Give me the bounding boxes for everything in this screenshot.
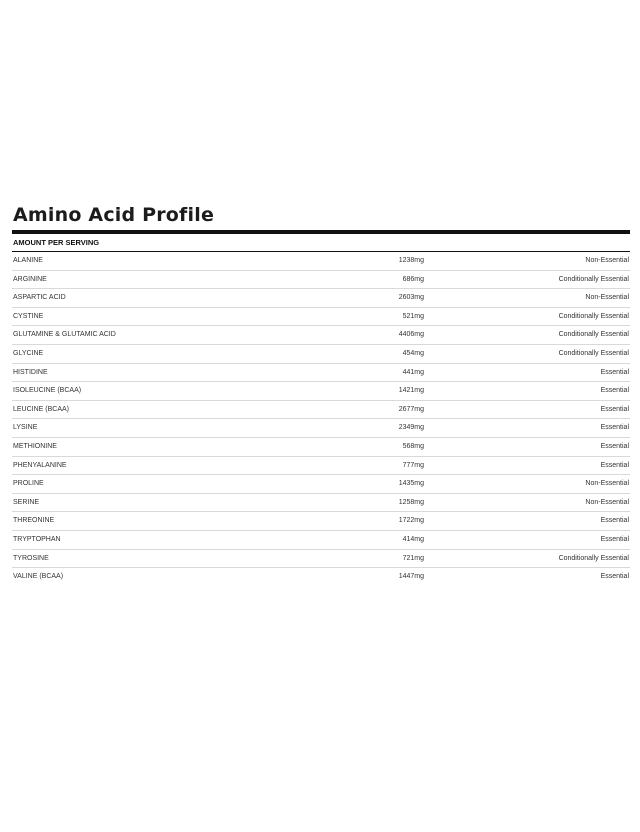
amino-acid-name: HISTIDINE (13, 368, 48, 376)
amino-acid-classification: Essential (600, 405, 629, 413)
amino-acid-amount: 721mg (402, 554, 424, 562)
amino-acid-name: LYSINE (13, 424, 38, 432)
table-row (12, 457, 630, 476)
amino-acid-name: GLYCINE (13, 349, 44, 357)
amino-acid-panel (12, 200, 630, 586)
amino-acid-classification: Essential (600, 442, 629, 450)
table-row (12, 364, 630, 383)
amino-acid-name: THREONINE (13, 517, 55, 525)
panel-title: Amino Acid Profile (13, 204, 215, 226)
amino-acid-classification: Essential (600, 368, 629, 376)
table-row (12, 475, 630, 494)
amino-acid-amount: 1722mg (398, 517, 424, 525)
amino-acid-amount: 1238mg (398, 257, 424, 264)
amino-acid-classification: Conditionally Essential (558, 331, 629, 339)
amino-acid-classification: Conditionally Essential (558, 275, 629, 283)
table-row (12, 531, 630, 550)
amino-acid-amount: 2349mg (398, 424, 424, 432)
amino-acid-classification: Conditionally Essential (558, 312, 629, 320)
amino-acid-amount: 521mg (402, 312, 424, 320)
amino-acid-list (12, 252, 630, 586)
amino-acid-classification: Conditionally Essential (558, 554, 629, 562)
serving-header: AMOUNT PER SERVING (12, 235, 630, 252)
amino-acid-name: SERINE (13, 498, 40, 506)
amino-acid-classification: Essential (600, 387, 629, 395)
table-row (12, 494, 630, 513)
amino-acid-classification: Non-Essential (585, 480, 629, 488)
amino-acid-classification: Essential (600, 461, 629, 469)
table-row (12, 289, 630, 308)
amino-acid-amount: 4406mg (398, 331, 424, 339)
amino-acid-amount: 777mg (402, 461, 424, 469)
amino-acid-name: CYSTINE (13, 312, 44, 320)
amino-acid-name: PHENYALANINE (13, 461, 67, 469)
amino-acid-amount: 441mg (402, 368, 424, 376)
table-row (12, 252, 630, 271)
amino-acid-name: ALANINE (13, 257, 43, 264)
table-row (12, 271, 630, 290)
amino-acid-amount: 686mg (402, 275, 424, 283)
amino-acid-name: ISOLEUCINE (BCAA) (13, 387, 82, 395)
amino-acid-amount: 2603mg (398, 294, 424, 302)
amino-acid-name: ARGININE (13, 275, 47, 283)
table-row (12, 550, 630, 569)
amino-acid-amount: 1435mg (398, 480, 424, 488)
amino-acid-classification: Essential (600, 535, 629, 543)
table-row (12, 401, 630, 420)
table-row (12, 568, 630, 586)
amino-acid-classification: Conditionally Essential (558, 349, 629, 357)
amino-acid-name: VALINE (BCAA) (13, 573, 64, 581)
amino-acid-name: ASPARTIC ACID (13, 294, 66, 302)
amino-acid-classification: Essential (600, 517, 629, 525)
amino-acid-amount: 1421mg (398, 387, 424, 395)
amino-acid-name: PROLINE (13, 480, 44, 488)
amino-acid-classification: Non-Essential (585, 498, 629, 506)
amino-acid-classification: Essential (600, 424, 629, 432)
amino-acid-name: GLUTAMINE & GLUTAMIC ACID (13, 331, 116, 339)
amino-acid-amount: 2677mg (398, 405, 424, 413)
table-row (12, 345, 630, 364)
amino-acid-name: TYROSINE (13, 554, 49, 562)
table-row (12, 419, 630, 438)
table-row (12, 382, 630, 401)
amino-acid-amount: 568mg (402, 442, 424, 450)
amino-acid-classification: Non-Essential (585, 257, 629, 264)
amino-acid-amount: 1258mg (398, 498, 424, 506)
table-row (12, 326, 630, 345)
amino-acid-classification: Essential (600, 573, 629, 581)
table-row (12, 308, 630, 327)
table-row (12, 512, 630, 531)
amino-acid-name: METHIONINE (13, 442, 57, 450)
amino-acid-name: LEUCINE (BCAA) (13, 405, 70, 413)
amino-acid-amount: 1447mg (398, 573, 424, 581)
amino-acid-amount: 454mg (402, 349, 424, 357)
table-row (12, 438, 630, 457)
amino-acid-classification: Non-Essential (585, 294, 629, 302)
amino-acid-name: TRYPTOPHAN (13, 535, 61, 543)
amino-acid-amount: 414mg (402, 535, 424, 543)
title-divider (12, 230, 630, 234)
